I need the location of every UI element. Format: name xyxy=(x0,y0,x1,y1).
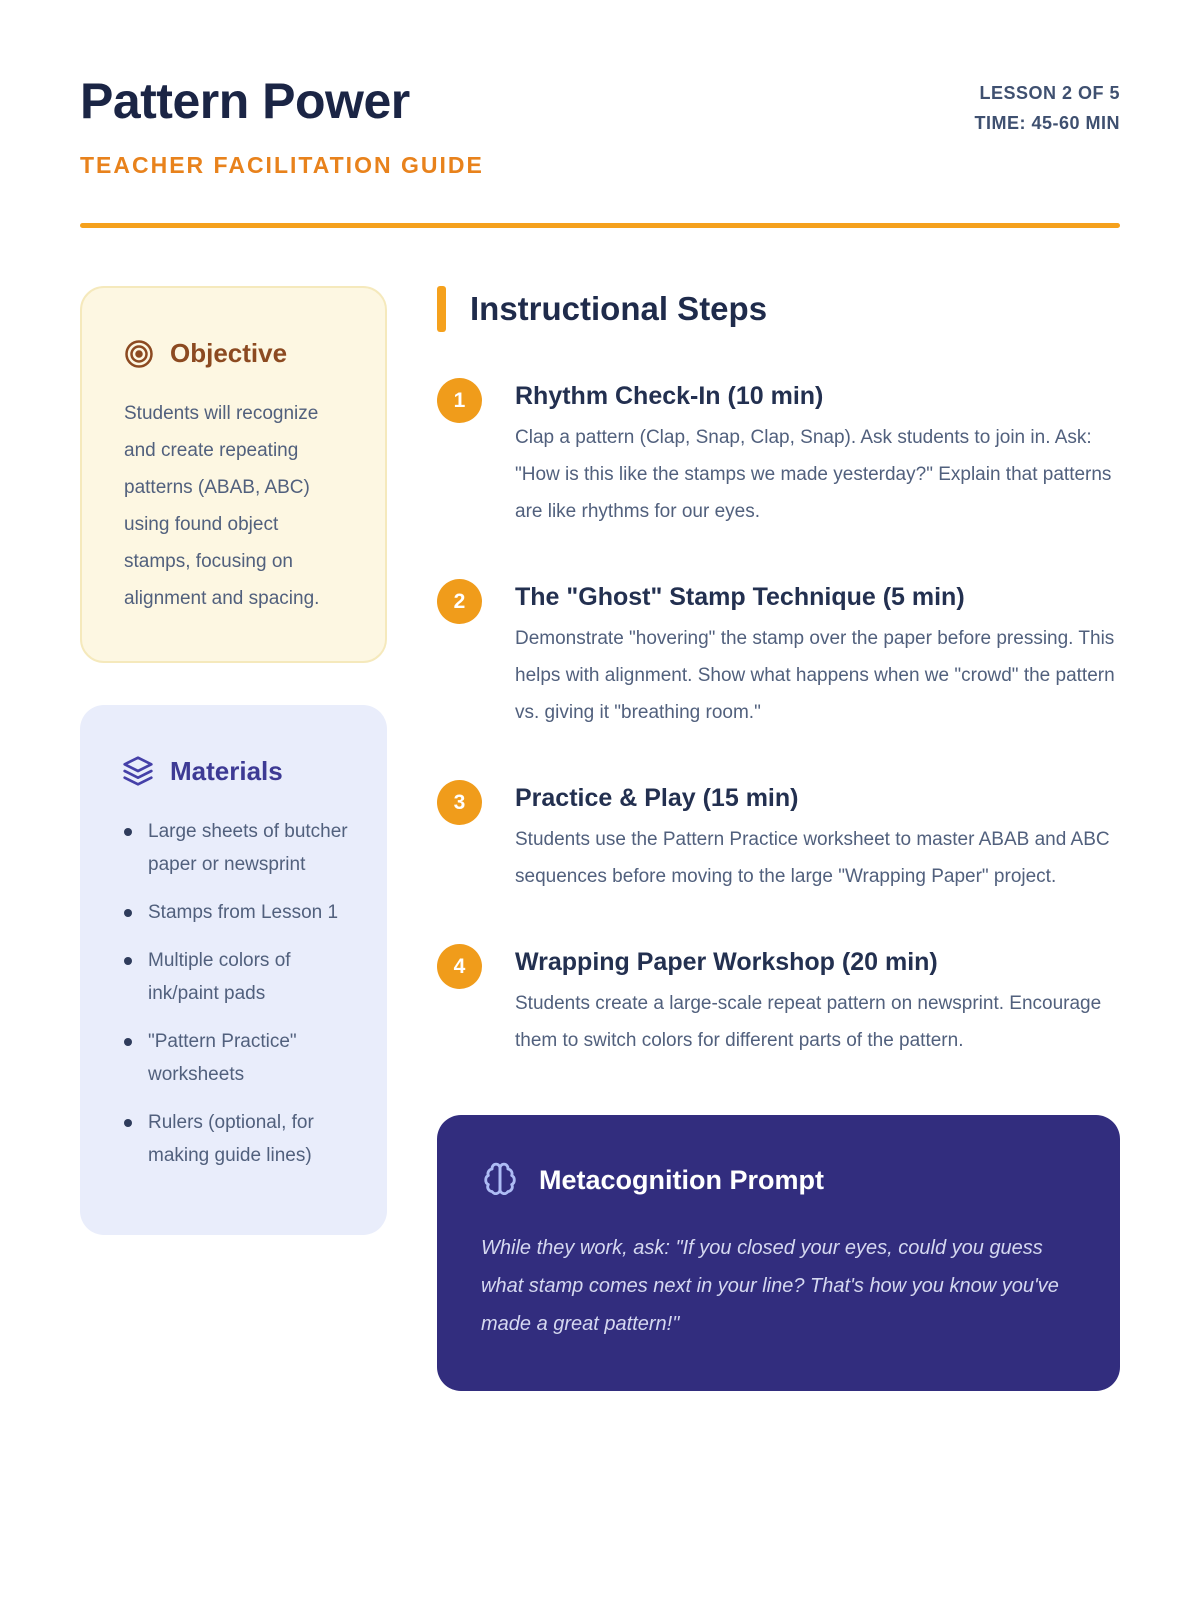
metacognition-body: While they work, ask: "If you closed your eyes, could you guess what stamp comes next in your line? That's how you know you've made a great pattern!" xyxy=(481,1237,1059,1335)
step-item xyxy=(437,942,1120,1059)
divider-rule xyxy=(80,223,1120,228)
lesson-number: LESSON 2 OF 5 xyxy=(979,83,1120,103)
metacognition-title-row xyxy=(481,1161,1076,1199)
accent-bar xyxy=(437,286,446,332)
steps-section-title: Instructional Steps xyxy=(470,290,768,327)
step-item xyxy=(437,778,1120,895)
step-title: Wrapping Paper Workshop (20 min) xyxy=(515,948,938,976)
header-left xyxy=(80,72,484,179)
objective-body: Students will recognize and create repeating patterns (ABAB, ABC) using found object stamps, focusing on alignment and spacing. xyxy=(124,403,320,609)
steps-section-heading xyxy=(437,286,1120,332)
step-number-badge: 4 xyxy=(437,944,482,989)
steps-list xyxy=(437,376,1120,1059)
step-body: Demonstrate "hovering" the stamp over the paper before pressing. This helps with alignment. Show what happens when we "crowd" the pattern vs. giving it "breathing room." xyxy=(515,628,1115,723)
materials-item: "Pattern Practice" worksheets xyxy=(122,1025,357,1091)
left-column xyxy=(80,286,387,1391)
materials-item: Stamps from Lesson 1 xyxy=(122,896,357,929)
step-item xyxy=(437,577,1120,731)
step-item xyxy=(437,376,1120,530)
page-subtitle: TEACHER FACILITATION GUIDE xyxy=(80,152,484,178)
materials-item: Rulers (optional, for making guide lines) xyxy=(122,1106,357,1172)
right-column xyxy=(437,286,1120,1391)
brain-icon xyxy=(481,1161,519,1199)
main-content xyxy=(80,286,1120,1391)
metacognition-card xyxy=(437,1115,1120,1391)
metacognition-title: Metacognition Prompt xyxy=(539,1164,824,1195)
step-body: Clap a pattern (Clap, Snap, Clap, Snap). Ask students to join in. Ask: "How is this like the stamps we made yesterday?" Explain that patterns are like rhythms for our eyes. xyxy=(515,427,1112,522)
step-body: Students use the Pattern Practice worksheet to master ABAB and ABC sequences before moving to the large "Wrapping Paper" project. xyxy=(515,829,1110,887)
step-content xyxy=(515,778,1120,895)
objective-card xyxy=(80,286,387,663)
step-number-badge: 3 xyxy=(437,780,482,825)
objective-title: Objective xyxy=(170,338,288,368)
step-title: Rhythm Check-In (10 min) xyxy=(515,382,824,410)
objective-title-row xyxy=(124,338,347,369)
materials-title: Materials xyxy=(170,755,283,786)
materials-title-row xyxy=(122,755,357,787)
step-content xyxy=(515,942,1120,1059)
materials-card xyxy=(80,705,387,1235)
step-title: Practice & Play (15 min) xyxy=(515,784,799,812)
step-number-badge: 2 xyxy=(437,579,482,624)
step-content xyxy=(515,577,1120,731)
materials-item: Large sheets of butcher paper or newsprint xyxy=(122,815,357,881)
page-title: Pattern Power xyxy=(80,73,410,129)
materials-item: Multiple colors of ink/paint pads xyxy=(122,944,357,1010)
step-content xyxy=(515,376,1120,530)
lesson-meta xyxy=(974,72,1120,138)
step-number-badge: 1 xyxy=(437,378,482,423)
layers-icon xyxy=(122,755,154,787)
step-title: The "Ghost" Stamp Technique (5 min) xyxy=(515,583,965,611)
header xyxy=(80,72,1120,179)
step-body: Students create a large-scale repeat pattern on newsprint. Encourage them to switch colors for different parts of the pattern. xyxy=(515,993,1102,1051)
target-icon xyxy=(124,339,154,369)
materials-list xyxy=(122,815,357,1172)
lesson-time: TIME: 45-60 MIN xyxy=(974,113,1120,133)
